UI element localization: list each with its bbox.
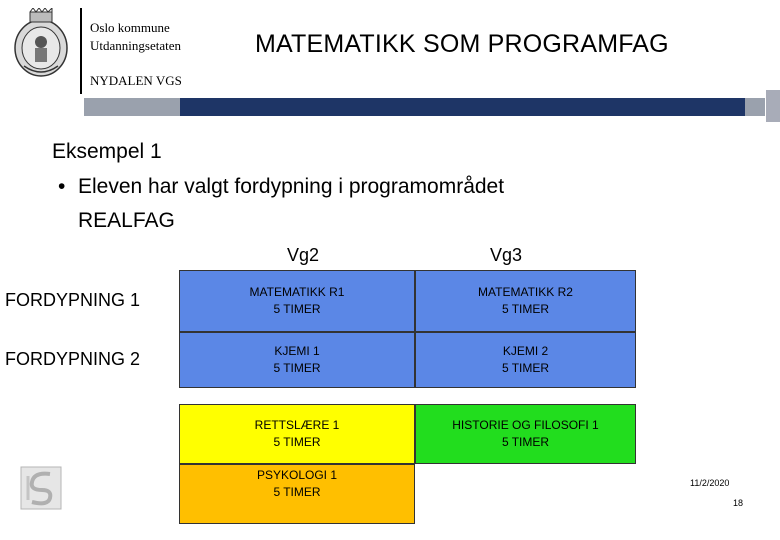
cell-kjemi-2 (415, 332, 636, 388)
cell-historie-og-filosofi-1 (415, 404, 636, 464)
cell-hours: 5 TIMER (501, 302, 550, 316)
school-name: NYDALEN VGS (90, 73, 182, 88)
bullet-symbol: • (58, 175, 66, 198)
cell-hours: 5 TIMER (273, 435, 321, 449)
row-header-fordypning-2: FORDYPNING 2 (5, 349, 141, 369)
cell-hours: 5 TIMER (501, 435, 550, 449)
header-bar-dark (180, 98, 745, 116)
oslo-crest-logo (12, 8, 70, 80)
oslo-symbol-logo (20, 466, 62, 510)
cell-rettslaere-1 (179, 404, 415, 464)
footer-date: 11/2/2020 (690, 478, 730, 488)
cell-subject: HISTORIE OG FILOSOFI 1 (452, 418, 599, 432)
cell-matematikk-r2 (415, 270, 636, 332)
org-department: Utdanningsetaten (90, 38, 181, 53)
org-name: Oslo kommune (90, 20, 170, 35)
cell-hours: 5 TIMER (501, 361, 550, 375)
page-number: 18 (733, 498, 744, 508)
header-divider (80, 8, 82, 94)
cell-subject: RETTSLÆRE 1 (254, 418, 340, 432)
bullet-text-line1: Eleven har valgt fordypning i programområdet (78, 175, 505, 198)
cell-kjemi-1 (179, 332, 415, 388)
cell-subject: PSYKOLOGI 1 (256, 468, 338, 482)
bullet-text-line2: REALFAG (78, 209, 175, 232)
cell-subject: KJEMI 2 (502, 344, 549, 358)
cell-subject: MATEMATIKK R2 (478, 285, 573, 299)
cell-subject: MATEMATIKK R1 (249, 285, 345, 299)
cell-matematikk-r1 (179, 270, 415, 332)
column-header-vg3: Vg3 (490, 245, 523, 265)
cell-hours: 5 TIMER (273, 361, 321, 375)
row-header-fordypning-1: FORDYPNING 1 (5, 290, 141, 310)
column-header-vg2: Vg2 (287, 245, 320, 265)
header-bar-end (766, 90, 780, 122)
cell-hours: 5 TIMER (273, 302, 321, 316)
cell-hours: 5 TIMER (273, 485, 321, 499)
cell-psykologi-1 (179, 464, 415, 524)
cell-subject: KJEMI 1 (274, 344, 320, 358)
example-heading: Eksempel 1 (52, 140, 162, 163)
page-title: MATEMATIKK SOM PROGRAMFAG (255, 30, 669, 58)
